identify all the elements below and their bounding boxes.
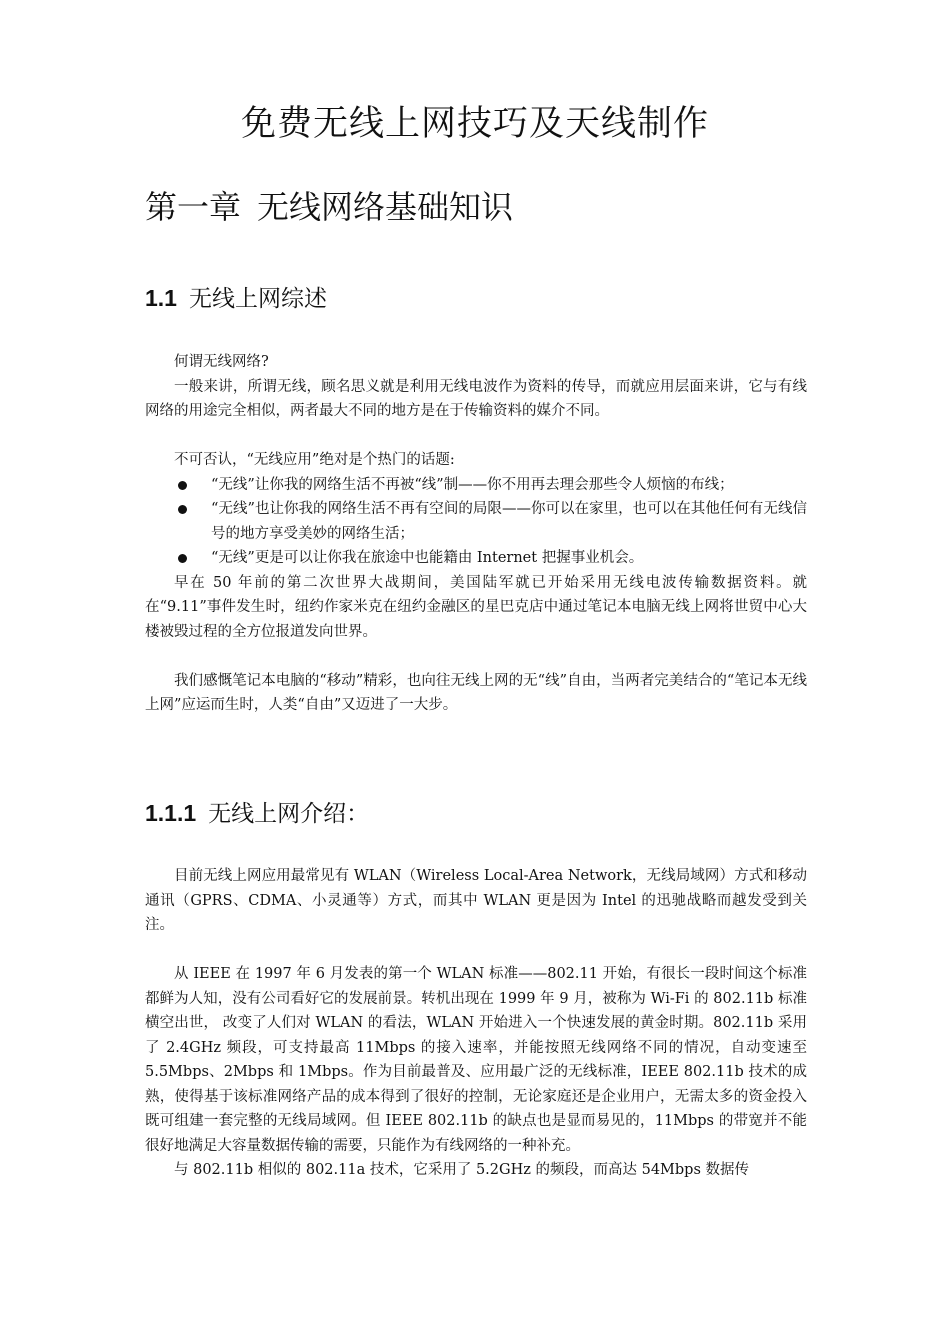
list-item — [145, 473, 807, 498]
bullet-list — [145, 473, 807, 571]
bullet-icon — [178, 481, 187, 490]
paragraph: 目前无线上网应用最常见有 WLAN（Wireless Local-Area Network，无线局域网）方式和移动通讯（GPRS、CDMA、小灵通等）方式，而其中 WLAN 更是因为 Intel 的迅驰战略而越发受到关注。 — [145, 868, 807, 933]
section-1-1-1-body — [145, 864, 807, 1183]
list-item-text: “无线”更是可以让你我在旅途中也能籍由 Internet 把握事业机会。 — [211, 550, 644, 566]
paragraph: 与 802.11b 相似的 802.11a 技术，它采用了 5.2GHz 的频段，而高达 54Mbps 数据传 — [174, 1162, 749, 1178]
paragraph: 从 IEEE 在 1997 年 6 月发表的第一个 WLAN 标准——802.11 开始，有很长一段时间这个标准都鲜为人知，没有公司看好它的发展前景。转机出现在 1999 年 9 月，被称为 Wi-Fi 的 802.11b 标准横空出世， 改变了人们对 WLAN 的看法，WLAN 开始进入一个快速发展的黄金时期。802.11b 采用了 2.4GHz 频段，可支持最高 11Mbps 的接入速率，并能按照无线网络不同的情况，自动变速至 5.5Mbps、2Mbps 和 1Mbps。作为目前最普及、应用最广泛的无线标准，IEEE 802.11b 技术的成熟，使得基于该标准网络产品的成本得到了很好的控制，无论家庭还是企业用户，无需太多的资金投入既可组建一套完整的无线局域网。但 IEEE 802.11b 的缺点也是显而易见的，11Mbps 的带宽并不能很好地满足大容量数据传输的需要，只能作为有线网络的一种补充。 — [145, 966, 807, 1154]
chapter-heading — [145, 184, 513, 230]
document-title: 免费无线上网技巧及天线制作 — [240, 104, 709, 144]
paragraph: 我们感慨笔记本电脑的“移动”精彩，也向往无线上网的无“线”自由，当两者完美结合的“笔记本无线上网”应运而生时，人类“自由”又迈进了一大步。 — [145, 672, 807, 713]
section-number: 1.1 — [145, 285, 177, 311]
chapter-title-text: 无线网络基础知识 — [257, 188, 514, 226]
section-title-text: 无线上网综述 — [188, 286, 327, 312]
bullet-icon — [178, 554, 187, 563]
paragraph: 不可否认，“无线应用”绝对是个热门的话题: — [174, 452, 455, 468]
chapter-number: 第一章 — [145, 188, 242, 226]
section-heading-1-1 — [145, 281, 327, 316]
section-1-1-body — [145, 350, 807, 718]
section-title-text: 无线上网介绍： — [208, 801, 370, 827]
paragraph: 早在 50 年前的第二次世界大战期间，美国陆军就已开始采用无线电波传输数据资料。就在“9.11”事件发生时，纽约作家米克在纽约金融区的星巴克店中通过笔记本电脑无线上网将世贸中心大楼被毁过程的全方位报道发向世界。 — [145, 574, 807, 640]
paragraph: 一般来讲，所谓无线，顾名思义就是利用无线电波作为资料的传导，而就应用层面来讲，它与有线网络的用途完全相似，两者最大不同的地方是在于传输资料的媒介不同。 — [145, 378, 807, 419]
list-item-text: “无线”也让你我的网络生活不再有空间的局限——你可以在家里，也可以在其他任何有无线信号的地方享受美妙的网络生活； — [211, 501, 807, 542]
section-heading-1-1-1 — [145, 796, 369, 831]
list-item — [145, 546, 807, 571]
paragraph: 何谓无线网络? — [174, 354, 269, 370]
list-item-text: “无线”让你我的网络生活不再被“线”制——你不用再去理会那些令人烦恼的布线； — [211, 476, 734, 493]
bullet-icon — [178, 505, 187, 514]
list-item — [145, 497, 807, 546]
section-number: 1.1.1 — [145, 800, 197, 826]
